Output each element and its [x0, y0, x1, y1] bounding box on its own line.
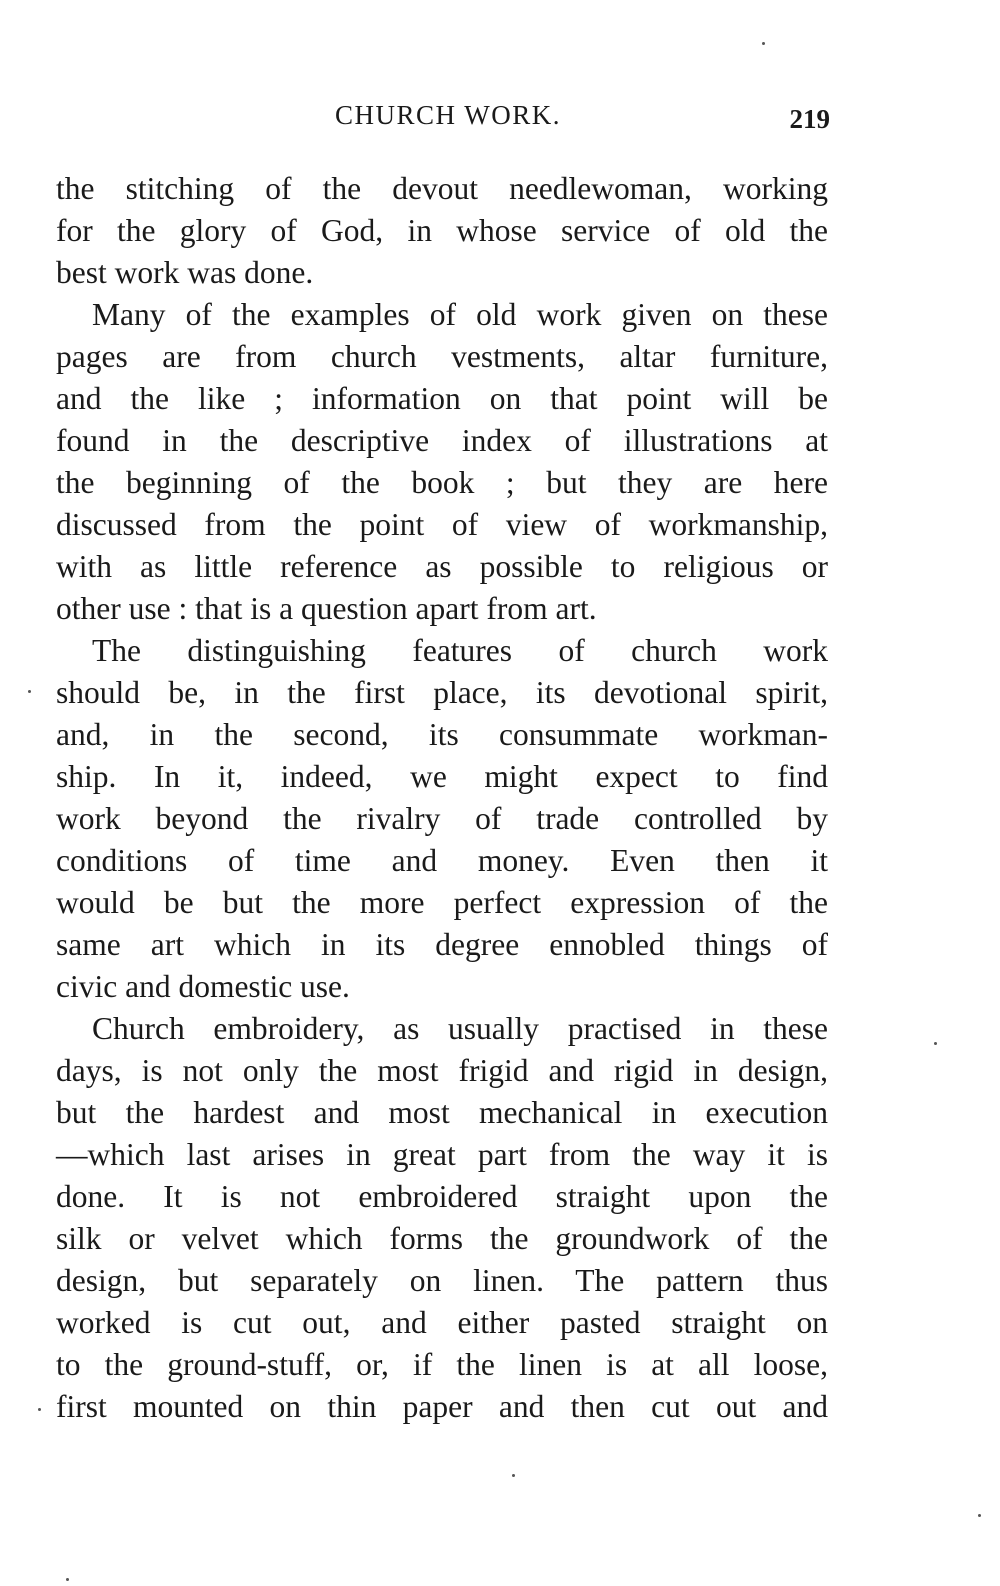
text-line: days, is not only the most frigid and rigid in design, [56, 1053, 828, 1088]
text-line: found in the descriptive index of illustrations at [56, 423, 828, 458]
body-text [56, 168, 828, 1428]
text-line: for the glory of God, in whose service of old the [56, 213, 828, 248]
text-line: with as little reference as possible to religious or [56, 549, 828, 584]
scan-speck [512, 1474, 515, 1477]
text-line: done. It is not embroidered straight upon the [56, 1179, 828, 1214]
text-line: Church embroidery, as usually practised in these [92, 1011, 828, 1046]
text-line: and, in the second, its consummate workman- [56, 717, 828, 752]
text-line: The distinguishing features of church work [92, 633, 828, 668]
text-line: would be but the more perfect expression of the [56, 885, 828, 920]
text-line: worked is cut out, and either pasted straight on [56, 1305, 828, 1340]
text-line: pages are from church vestments, altar furniture, [56, 339, 828, 374]
scan-speck [28, 690, 31, 693]
text-line: the stitching of the devout needlewoman, working [56, 171, 828, 206]
text-line: silk or velvet which forms the groundwork of the [56, 1221, 828, 1256]
text-line: the beginning of the book ; but they are here [56, 465, 828, 500]
text-line: design, but separately on linen. The pattern thus [56, 1263, 828, 1298]
running-title: CHURCH WORK. [334, 100, 562, 130]
text-line: discussed from the point of view of workmanship, [56, 507, 828, 542]
text-line: —which last arises in great part from the way it is [56, 1137, 828, 1172]
text-line: and the like ; information on that point will be [56, 381, 828, 416]
text-line: but the hardest and most mechanical in execution [56, 1095, 828, 1130]
scan-speck [38, 1408, 41, 1411]
text-line: ship. In it, indeed, we might expect to find [56, 759, 828, 794]
text-line: best work was done. [56, 255, 314, 290]
text-line: Many of the examples of old work given on these [92, 297, 828, 332]
scan-speck [978, 1514, 981, 1517]
text-line: to the ground-stuff, or, if the linen is at all loose, [56, 1347, 828, 1382]
page-number: 219 [789, 104, 830, 134]
running-head [56, 100, 840, 140]
text-line: other use : that is a question apart from art. [56, 591, 597, 626]
text-line: should be, in the first place, its devotional spirit, [56, 675, 828, 710]
text-line: conditions of time and money. Even then it [56, 843, 828, 878]
text-line: first mounted on thin paper and then cut out and [56, 1389, 828, 1424]
scan-speck [762, 42, 765, 45]
text-line: work beyond the rivalry of trade controlled by [56, 801, 828, 836]
text-line: civic and domestic use. [56, 969, 350, 1004]
scan-speck [934, 1042, 937, 1045]
text-line: same art which in its degree ennobled things of [56, 927, 828, 962]
scan-speck [66, 1578, 69, 1581]
